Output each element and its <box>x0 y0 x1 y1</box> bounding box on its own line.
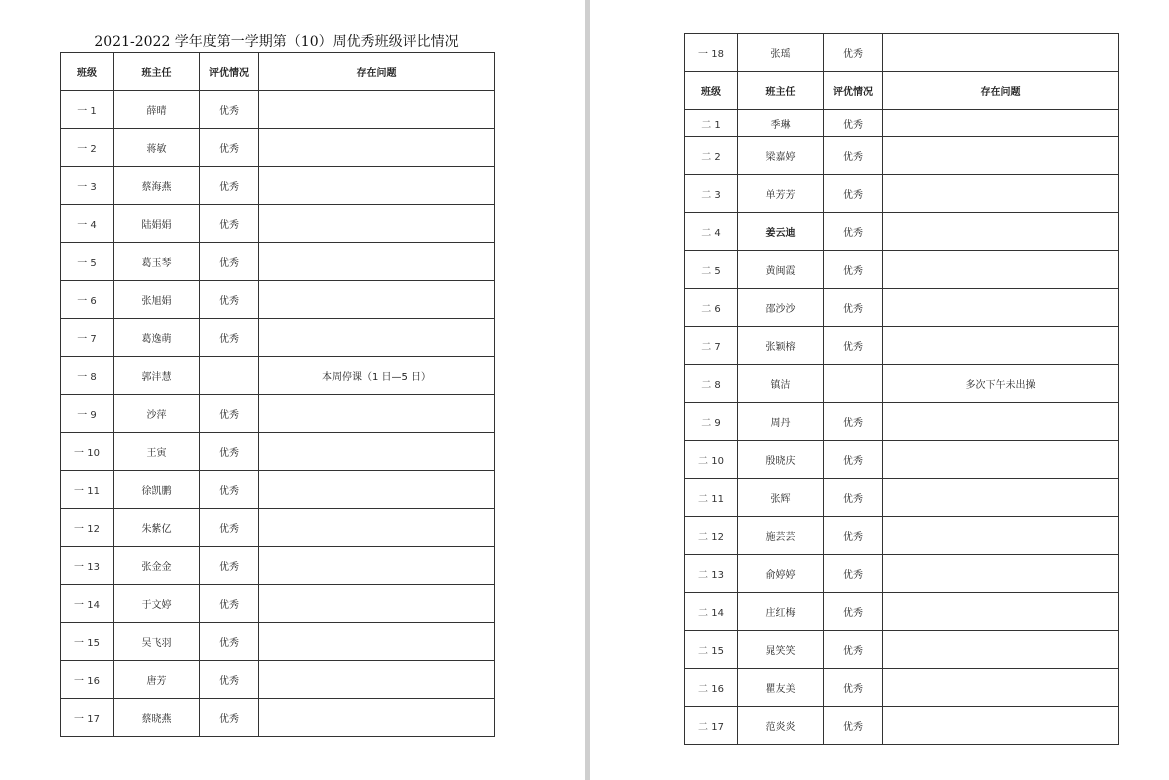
class-cell: 一 5 <box>61 243 114 281</box>
issue-cell <box>259 585 495 623</box>
teacher-cell: 朱紫亿 <box>114 509 200 547</box>
teacher-cell: 唐芳 <box>114 661 200 699</box>
issue-cell <box>259 129 495 167</box>
rating-cell: 优秀 <box>824 479 883 517</box>
page-divider <box>585 0 590 780</box>
rating-cell: 优秀 <box>200 699 259 737</box>
rating-cell: 优秀 <box>824 137 883 175</box>
rating-cell: 优秀 <box>200 585 259 623</box>
class-cell: 一 10 <box>61 433 114 471</box>
rating-cell: 优秀 <box>200 205 259 243</box>
issue-cell <box>883 631 1119 669</box>
issue-cell <box>883 137 1119 175</box>
teacher-cell: 张瑶 <box>738 34 824 72</box>
left-rating-table <box>60 52 495 737</box>
table-row <box>61 91 495 129</box>
table-row <box>685 137 1119 175</box>
table-row <box>685 669 1119 707</box>
issue-cell <box>259 281 495 319</box>
teacher-cell: 殷晓庆 <box>738 441 824 479</box>
issue-cell <box>883 441 1119 479</box>
table-row <box>61 281 495 319</box>
rating-cell: 优秀 <box>200 509 259 547</box>
issue-cell <box>259 699 495 737</box>
rating-cell: 优秀 <box>200 91 259 129</box>
issue-cell <box>259 395 495 433</box>
rating-cell: 优秀 <box>824 669 883 707</box>
class-cell: 一 17 <box>61 699 114 737</box>
rating-cell: 优秀 <box>824 327 883 365</box>
rating-cell <box>200 357 259 395</box>
rating-cell: 优秀 <box>200 623 259 661</box>
table-row <box>61 585 495 623</box>
rating-cell: 优秀 <box>824 251 883 289</box>
class-cell: 二 11 <box>685 479 738 517</box>
issue-cell <box>259 509 495 547</box>
issue-cell <box>259 91 495 129</box>
issue-cell <box>259 661 495 699</box>
issue-cell <box>259 471 495 509</box>
issue-cell <box>883 707 1119 745</box>
issue-cell <box>259 243 495 281</box>
table-row <box>61 623 495 661</box>
class-cell: 二 13 <box>685 555 738 593</box>
table-row <box>61 547 495 585</box>
table-row <box>685 707 1119 745</box>
class-cell: 二 4 <box>685 213 738 251</box>
table-row <box>61 395 495 433</box>
issue-cell <box>883 669 1119 707</box>
table-row <box>61 661 495 699</box>
table-row <box>685 110 1119 137</box>
class-cell: 二 9 <box>685 403 738 441</box>
issue-cell <box>883 479 1119 517</box>
teacher-cell: 葛玉琴 <box>114 243 200 281</box>
header-rating: 评优情况 <box>200 53 259 91</box>
issue-cell <box>883 110 1119 137</box>
table-row <box>61 357 495 395</box>
teacher-cell: 邵沙沙 <box>738 289 824 327</box>
issue-cell <box>883 251 1119 289</box>
teacher-cell: 张辉 <box>738 479 824 517</box>
table-row <box>61 319 495 357</box>
teacher-cell: 周丹 <box>738 403 824 441</box>
class-cell: 二 2 <box>685 137 738 175</box>
header-class: 班级 <box>685 72 738 110</box>
table-row <box>61 129 495 167</box>
class-cell: 二 8 <box>685 365 738 403</box>
teacher-cell: 张旭娟 <box>114 281 200 319</box>
class-cell: 二 17 <box>685 707 738 745</box>
teacher-cell: 蔡晓燕 <box>114 699 200 737</box>
class-cell: 二 5 <box>685 251 738 289</box>
class-cell: 一 8 <box>61 357 114 395</box>
header-class: 班级 <box>61 53 114 91</box>
issue-cell <box>883 34 1119 72</box>
teacher-cell: 郭沣慧 <box>114 357 200 395</box>
table-row <box>685 555 1119 593</box>
table-row <box>685 34 1119 72</box>
header-teacher: 班主任 <box>114 53 200 91</box>
class-cell: 一 1 <box>61 91 114 129</box>
class-cell: 二 7 <box>685 327 738 365</box>
page-title: 2021-2022 学年度第一学期第（10）周优秀班级评比情况 <box>94 34 459 50</box>
teacher-cell: 施芸芸 <box>738 517 824 555</box>
issue-cell <box>883 289 1119 327</box>
class-cell: 一 7 <box>61 319 114 357</box>
teacher-cell: 蔡海燕 <box>114 167 200 205</box>
header-rating: 评优情况 <box>824 72 883 110</box>
teacher-cell: 沙萍 <box>114 395 200 433</box>
teacher-cell: 张金金 <box>114 547 200 585</box>
table-row <box>685 441 1119 479</box>
rating-cell: 优秀 <box>824 707 883 745</box>
class-cell: 一 11 <box>61 471 114 509</box>
table-row <box>685 213 1119 251</box>
teacher-cell: 薛晴 <box>114 91 200 129</box>
rating-cell: 优秀 <box>200 661 259 699</box>
issue-cell: 本周停课（1 日—5 日） <box>259 357 495 395</box>
table-row <box>61 243 495 281</box>
issue-cell <box>883 175 1119 213</box>
table-row <box>685 251 1119 289</box>
issue-cell <box>883 327 1119 365</box>
class-cell: 一 16 <box>61 661 114 699</box>
class-cell: 二 16 <box>685 669 738 707</box>
issue-cell <box>259 433 495 471</box>
rating-cell: 优秀 <box>200 395 259 433</box>
table-row <box>61 205 495 243</box>
rating-cell: 优秀 <box>824 110 883 137</box>
rating-cell <box>824 365 883 403</box>
class-cell: 一 4 <box>61 205 114 243</box>
class-cell: 一 13 <box>61 547 114 585</box>
rating-cell: 优秀 <box>824 441 883 479</box>
class-cell: 一 3 <box>61 167 114 205</box>
teacher-cell: 姜云迪 <box>738 213 824 251</box>
table-row <box>61 699 495 737</box>
table-row <box>61 167 495 205</box>
rating-cell: 优秀 <box>824 289 883 327</box>
rating-cell: 优秀 <box>200 471 259 509</box>
table-row <box>61 433 495 471</box>
rating-cell: 优秀 <box>200 243 259 281</box>
teacher-cell: 瞿友美 <box>738 669 824 707</box>
rating-cell: 优秀 <box>824 593 883 631</box>
table-row <box>61 471 495 509</box>
table-row <box>685 365 1119 403</box>
class-cell: 一 6 <box>61 281 114 319</box>
class-cell: 二 3 <box>685 175 738 213</box>
class-cell: 一 2 <box>61 129 114 167</box>
class-cell: 一 9 <box>61 395 114 433</box>
rating-cell: 优秀 <box>200 547 259 585</box>
table-row <box>685 289 1119 327</box>
teacher-cell: 镇洁 <box>738 365 824 403</box>
issue-cell: 多次下午未出操 <box>883 365 1119 403</box>
issue-cell <box>883 593 1119 631</box>
header-row <box>685 72 1119 110</box>
table-row <box>685 403 1119 441</box>
issue-cell <box>259 623 495 661</box>
table-row <box>685 631 1119 669</box>
teacher-cell: 陆娟娟 <box>114 205 200 243</box>
table-row <box>685 327 1119 365</box>
issue-cell <box>259 547 495 585</box>
issue-cell <box>883 403 1119 441</box>
teacher-cell: 梁嘉婷 <box>738 137 824 175</box>
teacher-cell: 庄红梅 <box>738 593 824 631</box>
issue-cell <box>259 205 495 243</box>
rating-cell: 优秀 <box>200 433 259 471</box>
issue-cell <box>259 319 495 357</box>
rating-cell: 优秀 <box>824 403 883 441</box>
rating-cell: 优秀 <box>200 319 259 357</box>
issue-cell <box>883 213 1119 251</box>
teacher-cell: 蒋敏 <box>114 129 200 167</box>
class-cell: 一 18 <box>685 34 738 72</box>
rating-cell: 优秀 <box>824 555 883 593</box>
rating-cell: 优秀 <box>824 175 883 213</box>
rating-cell: 优秀 <box>824 631 883 669</box>
table-row <box>685 517 1119 555</box>
header-issues: 存在问题 <box>259 53 495 91</box>
header-row <box>61 53 495 91</box>
class-cell: 一 14 <box>61 585 114 623</box>
teacher-cell: 黄闽霞 <box>738 251 824 289</box>
rating-cell: 优秀 <box>824 517 883 555</box>
teacher-cell: 单芳芳 <box>738 175 824 213</box>
teacher-cell: 张颖榕 <box>738 327 824 365</box>
teacher-cell: 俞婷婷 <box>738 555 824 593</box>
table-row <box>685 479 1119 517</box>
teacher-cell: 王寅 <box>114 433 200 471</box>
class-cell: 二 14 <box>685 593 738 631</box>
issue-cell <box>883 517 1119 555</box>
class-cell: 一 12 <box>61 509 114 547</box>
rating-cell: 优秀 <box>200 167 259 205</box>
class-cell: 二 1 <box>685 110 738 137</box>
rating-cell: 优秀 <box>200 129 259 167</box>
class-cell: 二 10 <box>685 441 738 479</box>
table-row <box>685 593 1119 631</box>
class-cell: 二 12 <box>685 517 738 555</box>
header-teacher: 班主任 <box>738 72 824 110</box>
teacher-cell: 范炎炎 <box>738 707 824 745</box>
issue-cell <box>259 167 495 205</box>
teacher-cell: 吴飞羽 <box>114 623 200 661</box>
teacher-cell: 徐凯鹏 <box>114 471 200 509</box>
class-cell: 二 15 <box>685 631 738 669</box>
issue-cell <box>883 555 1119 593</box>
header-issues: 存在问题 <box>883 72 1119 110</box>
rating-cell: 优秀 <box>824 34 883 72</box>
teacher-cell: 葛逸萌 <box>114 319 200 357</box>
teacher-cell: 晁笑笑 <box>738 631 824 669</box>
class-cell: 二 6 <box>685 289 738 327</box>
teacher-cell: 于文婷 <box>114 585 200 623</box>
rating-cell: 优秀 <box>824 213 883 251</box>
teacher-cell: 季琳 <box>738 110 824 137</box>
class-cell: 一 15 <box>61 623 114 661</box>
table-row <box>685 175 1119 213</box>
table-row <box>61 509 495 547</box>
rating-cell: 优秀 <box>200 281 259 319</box>
right-rating-table <box>684 33 1119 745</box>
